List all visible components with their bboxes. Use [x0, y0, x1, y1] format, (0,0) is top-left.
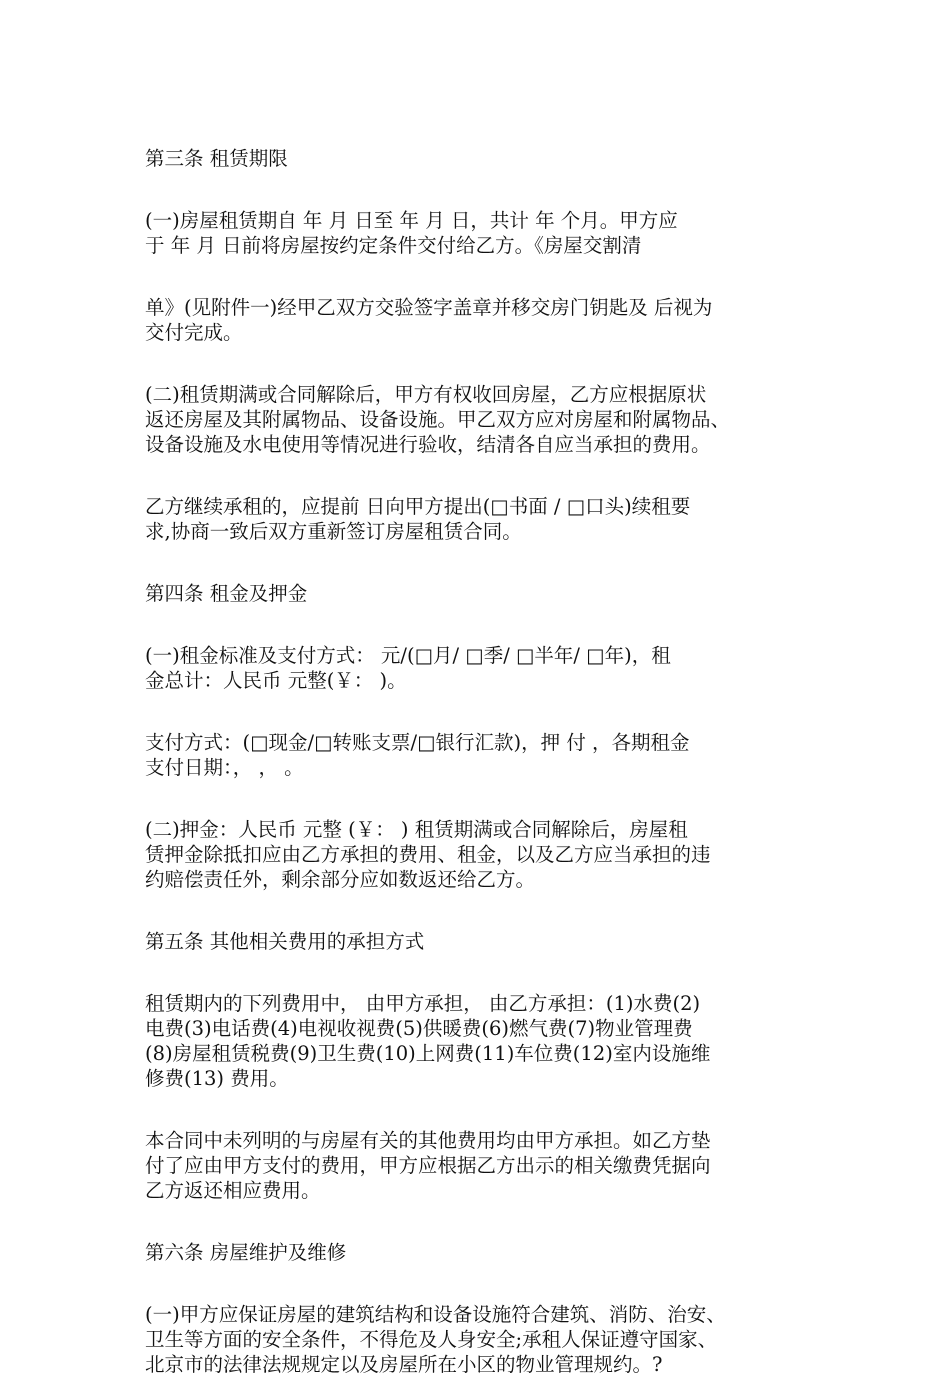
- text-line: 本合同中未列明的与房屋有关的其他费用均由甲方承担。如乙方垫: [145, 1129, 711, 1152]
- article-3-heading: [145, 146, 835, 171]
- article-5-fees-list: [145, 991, 835, 1091]
- article-3-clause-1b: [145, 295, 835, 345]
- text-line: 第三条 租赁期限: [145, 147, 288, 170]
- text-line: 第六条 房屋维护及维修: [145, 1241, 347, 1264]
- text-line: 付了应由甲方支付的费用，甲方应根据乙方出示的相关缴费凭据向: [145, 1154, 711, 1177]
- article-5-heading: [145, 929, 835, 954]
- article-4-clause-1: [145, 643, 835, 693]
- text-line: 北京市的法律法规规定以及房屋所在小区的物业管理规约。?: [145, 1353, 663, 1376]
- text-line: 支付日期：， ， 。: [145, 756, 304, 779]
- text-line: 返还房屋及其附属物品、设备设施。甲乙双方应对房屋和附属物品、: [145, 408, 731, 431]
- text-line: 求,协商一致后双方重新签订房屋租赁合同。: [145, 520, 522, 543]
- article-3-renewal: [145, 494, 835, 544]
- article-6-heading: [145, 1240, 835, 1265]
- text-line: (8)房屋租赁税费(9)卫生费(10)上网费(11)车位费(12)室内设施维: [145, 1042, 711, 1065]
- text-line: 金总计：人民币 元整(￥： )。: [145, 669, 407, 692]
- text-line: (二)押金：人民币 元整 (￥： ) 租赁期满或合同解除后，房屋租: [145, 818, 688, 841]
- text-line: 交付完成。: [145, 321, 243, 344]
- text-line: 于 年 月 日前将房屋按约定条件交付给乙方。《房屋交割清: [145, 234, 642, 257]
- article-4-heading: [145, 581, 835, 606]
- text-line: 支付方式：(□现金/□转账支票/□银行汇款)，押 付 ，各期租金: [145, 731, 690, 754]
- article-4-payment-method: [145, 730, 835, 780]
- text-line: (一)租金标准及支付方式： 元/(□月/ □季/ □半年/ □年)，租: [145, 644, 671, 667]
- article-5-other-fees: [145, 1128, 835, 1203]
- text-line: 电费(3)电话费(4)电视收视费(5)供暖费(6)燃气费(7)物业管理费: [145, 1017, 693, 1040]
- text-line: (二)租赁期满或合同解除后，甲方有权收回房屋，乙方应根据原状: [145, 383, 707, 406]
- text-line: 单》(见附件一)经甲乙双方交验签字盖章并移交房门钥匙及 后视为: [145, 296, 713, 319]
- text-line: 乙方返还相应费用。: [145, 1179, 321, 1202]
- article-4-deposit: [145, 817, 835, 892]
- article-6-clause-1: [145, 1302, 835, 1377]
- text-line: 乙方继续承租的，应提前 日向甲方提出(□书面 / □口头)续租要: [145, 495, 691, 518]
- text-line: 第四条 租金及押金: [145, 582, 308, 605]
- contract-page: [145, 146, 835, 1377]
- text-line: 卫生等方面的安全条件，不得危及人身安全;承租人保证遵守国家、: [145, 1328, 718, 1351]
- article-3-clause-2: [145, 382, 835, 457]
- text-line: 赁押金除抵扣应由乙方承担的费用、租金，以及乙方应当承担的违: [145, 843, 711, 866]
- text-line: 租赁期内的下列费用中， 由甲方承担， 由乙方承担：(1)水费(2): [145, 992, 701, 1015]
- article-3-clause-1a: [145, 208, 835, 258]
- text-line: (一)房屋租赁期自 年 月 日至 年 月 日，共计 年 个月。甲方应: [145, 209, 678, 232]
- text-line: (一)甲方应保证房屋的建筑结构和设备设施符合建筑、消防、治安、: [145, 1303, 726, 1326]
- text-line: 第五条 其他相关费用的承担方式: [145, 930, 425, 953]
- text-line: 修费(13) 费用。: [145, 1067, 289, 1090]
- text-line: 设备设施及水电使用等情况进行验收，结清各自应当承担的费用。: [145, 433, 711, 456]
- text-line: 约赔偿责任外，剩余部分应如数返还给乙方。: [145, 868, 536, 891]
